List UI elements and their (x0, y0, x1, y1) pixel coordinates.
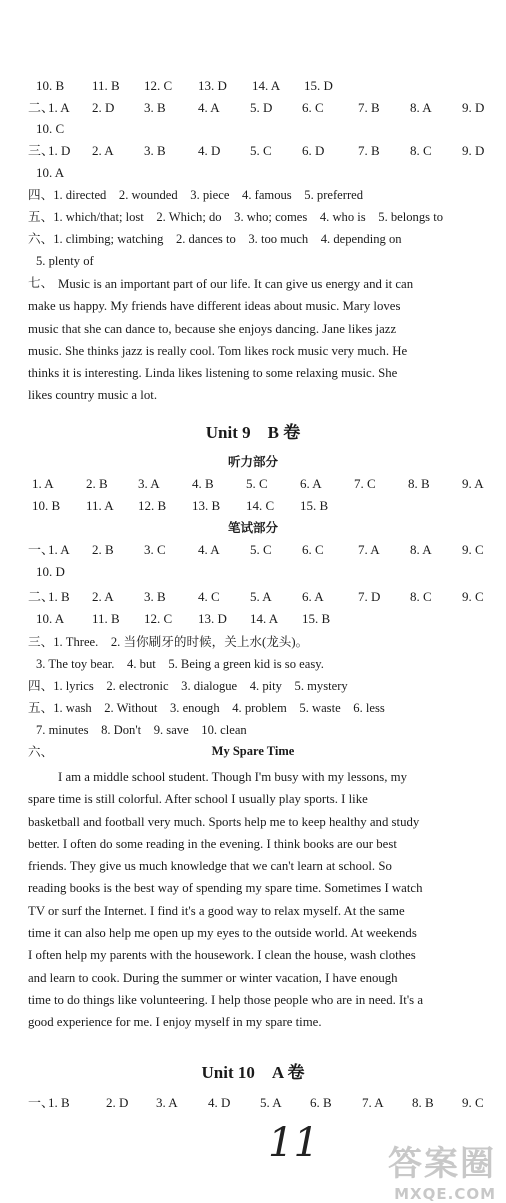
answer-item: 4. B (192, 476, 214, 491)
answer-item: 3. B (144, 589, 166, 604)
answer-item: 5. C (250, 143, 272, 158)
answer-item: 6. A (300, 476, 322, 491)
answer-item: 8. B (408, 476, 430, 491)
answer-line: 三、1. Three. 2. 当你刷牙的时候，关上水(龙头)。 (28, 635, 309, 649)
answer-item: 10. D (36, 564, 65, 579)
answer-item: 5. D (250, 100, 273, 115)
essay-line: thinks it is interesting. Linda likes listening to some relaxing music. She (28, 366, 398, 381)
unit-title: Unit 9 B 卷 (205, 423, 301, 442)
answer-item: 7. A (362, 1095, 384, 1110)
answer-item: 1. B (48, 589, 70, 604)
answer-line: 7. minutes 8. Don't 9. save 10. clean (36, 723, 247, 737)
unit-title: Unit 10 A 卷 (201, 1063, 305, 1082)
essay-title: My Spare Time (211, 744, 295, 758)
answer-item: 9. A (462, 476, 484, 491)
answer-item: 5. A (260, 1095, 282, 1110)
essay-line: spare time is still colorful. After school I usually play sports. I like (28, 792, 368, 807)
answer-item: 5. A (250, 589, 272, 604)
answer-item: 12. C (144, 611, 173, 626)
answer-item: 3. B (144, 100, 166, 115)
answer-item: 2. A (92, 589, 114, 604)
essay-line: and learn to cook. During the summer or winter vacation, I have enough (28, 970, 398, 985)
answer-item: 3. A (138, 476, 160, 491)
answer-line: 五、1. which/that; lost 2. Which; do 3. who; comes 4. who is 5. belongs to (28, 210, 443, 224)
answer-line: 五、1. wash 2. Without 3. enough 4. problem 5. waste 6. less (28, 701, 385, 715)
answer-row (28, 98, 498, 118)
answer-item: 13. D (198, 611, 227, 626)
answer-item: 15. D (304, 78, 333, 93)
answer-item: 10. B (32, 498, 61, 513)
section-number: 七、 (28, 276, 54, 290)
essay-line: TV or surf the Internet. I find it's a good way to relax myself. At the same (28, 903, 405, 918)
essay-line: time it can also help me open up my eyes to the outside world. At weekends (28, 926, 417, 941)
answer-item: 15. B (300, 498, 329, 513)
answer-item: 8. B (412, 1095, 434, 1110)
answer-item: 7. C (354, 476, 376, 491)
essay-line: music that she can dance to, because she enjoys dancing. Jane likes jazz (28, 321, 397, 336)
answer-row (28, 119, 498, 139)
answer-item: 7. B (358, 143, 380, 158)
essay-line: make us happy. My friends have different ideas about music. Mary loves (28, 299, 401, 314)
section-number: 三、 (28, 143, 55, 158)
answer-row (28, 562, 498, 582)
answer-item: 9. C (462, 589, 484, 604)
watermark-url: MXQE.COM (394, 1185, 496, 1203)
essay-line: Music is an important part of our life. It can give us energy and it can (58, 277, 414, 291)
answer-item: 7. D (358, 589, 381, 604)
essay-line: reading books is the best way of spending my spare time. Sometimes I watch (28, 881, 423, 896)
answer-item: 12. B (138, 498, 167, 513)
essay-line: friends. They give us much knowledge that we can't learn at school. So (28, 859, 392, 874)
answer-item: 2. D (92, 100, 115, 115)
section-number: 一、 (28, 542, 55, 557)
watermark (388, 1136, 496, 1203)
answer-row (28, 76, 498, 96)
section-number: 二、 (28, 100, 55, 115)
answer-item: 10. A (36, 165, 65, 180)
answer-item: 2. A (92, 143, 114, 158)
answer-item: 8. C (410, 143, 432, 158)
answer-item: 6. D (302, 143, 325, 158)
answer-item: 14. A (250, 611, 279, 626)
section-label: 笔试部分 (227, 520, 278, 535)
section-number: 六、 (28, 745, 54, 759)
answer-item: 1. A (48, 542, 70, 557)
section-label: 听力部分 (227, 454, 278, 469)
answer-line: 3. The toy bear. 4. but 5. Being a green kid is so easy. (36, 657, 324, 671)
answer-item: 15. B (302, 611, 331, 626)
essay-line: basketball and football very much. Sports help me to keep healthy and study (28, 814, 420, 829)
answer-row (28, 141, 498, 161)
answer-line: 六、1. climbing; watching 2. dances to 3. too much 4. depending on (28, 232, 402, 246)
answer-item: 2. B (92, 542, 114, 557)
answer-line: 5. plenty of (36, 254, 94, 268)
answer-item: 6. B (310, 1095, 332, 1110)
essay-line: time to do things like volunteering. I help those people who are in need. It's a (28, 992, 424, 1007)
answer-item: 10. B (36, 78, 65, 93)
answer-item: 4. D (208, 1095, 231, 1110)
answer-item: 11. B (92, 611, 120, 626)
section-number: 二、 (28, 589, 55, 604)
answer-item: 11. A (86, 498, 114, 513)
answer-item: 5. C (246, 476, 268, 491)
answer-item: 4. A (198, 542, 220, 557)
answer-item: 4. D (198, 143, 221, 158)
answer-row (28, 496, 498, 516)
answer-item: 8. C (410, 589, 432, 604)
answer-item: 1. D (48, 143, 71, 158)
answer-item: 4. C (198, 589, 220, 604)
essay-line: I often help my parents with the housework. I clean the house, wash clothes (28, 948, 416, 963)
essay-paragraph (28, 766, 500, 1034)
answer-item: 9. C (462, 1095, 484, 1110)
essay-line: music. She thinks jazz is really cool. Tom likes rock music very much. He (28, 343, 408, 358)
answer-item: 12. C (144, 78, 173, 93)
answer-item: 6. C (302, 100, 324, 115)
essay-line: better. I often do some reading in the evening. I think books are our best (28, 836, 397, 851)
essay-line: good experience for me. I enjoy myself in my spare time. (28, 1015, 322, 1030)
essay-paragraph (28, 273, 500, 407)
answer-line: 四、1. lyrics 2. electronic 3. dialogue 4. pity 5. mystery (28, 679, 348, 693)
answer-item: 8. A (410, 100, 432, 115)
answer-item: 1. A (32, 476, 54, 491)
answer-item: 6. A (302, 589, 324, 604)
answer-item: 10. C (36, 121, 65, 136)
page-number: 11 (268, 1120, 319, 1166)
answer-item: 9. D (462, 143, 485, 158)
answer-item: 4. A (198, 100, 220, 115)
answer-item: 7. B (358, 100, 380, 115)
answer-item: 3. B (144, 143, 166, 158)
answer-item: 13. D (198, 78, 227, 93)
answer-item: 5. C (250, 542, 272, 557)
answer-item: 9. D (462, 100, 485, 115)
answer-row (28, 609, 498, 629)
answer-row (28, 474, 498, 494)
section-number: 一、 (28, 1095, 55, 1110)
answer-item: 10. A (36, 611, 65, 626)
answer-item: 13. B (192, 498, 221, 513)
answer-item: 6. C (302, 542, 324, 557)
answer-item: 3. A (156, 1095, 178, 1110)
answer-row (28, 540, 498, 560)
answer-line: 四、1. directed 2. wounded 3. piece 4. famous 5. preferred (28, 188, 364, 202)
watermark-text: 答案圈 (388, 1144, 496, 1184)
answer-row (28, 1093, 498, 1113)
answer-item: 2. B (86, 476, 108, 491)
answer-item: 1. B (48, 1095, 70, 1110)
answer-item: 2. D (106, 1095, 129, 1110)
essay-line: I am a middle school student. Though I'm busy with my lessons, my (58, 770, 407, 784)
answer-row (28, 587, 498, 607)
answer-row (28, 163, 498, 183)
essay-line: likes country music a lot. (28, 388, 158, 403)
answer-item: 14. C (246, 498, 275, 513)
answer-item: 7. A (358, 542, 380, 557)
answer-item: 8. A (410, 542, 432, 557)
answer-item: 14. A (252, 78, 281, 93)
answer-item: 1. A (48, 100, 70, 115)
answer-item: 3. C (144, 542, 166, 557)
answer-item: 9. C (462, 542, 484, 557)
answer-item: 11. B (92, 78, 120, 93)
